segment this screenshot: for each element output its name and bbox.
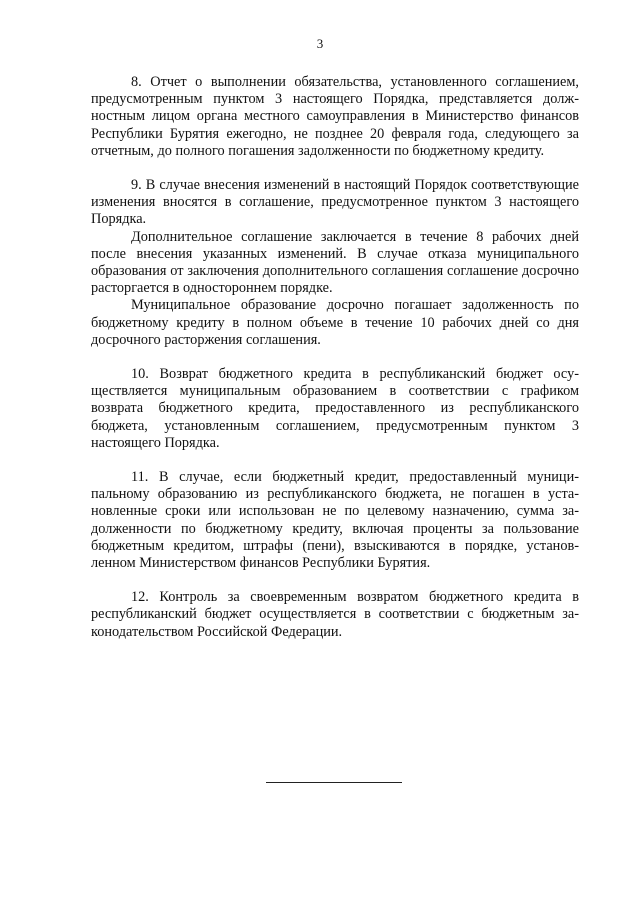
paragraph-10: 10. Возврат бюджетного кредита в республиканский бюджет осуществляется муниципальным образованием в соответствии с графиком возврата бюджетного кредита, предоставленного из республиканского бюджета, установленным соглашением, предусмотренным пунктом 3 настоящего Порядка. <box>91 366 579 451</box>
paragraph-9-early-repayment: Муниципальное образование досрочно погашает задолженность по бюджетному кредиту в полном объеме в течение 10 рабочих дней со дня досрочного расторжения соглашения. <box>91 297 579 348</box>
document-body <box>91 74 579 641</box>
paragraph-9: 9. В случае внесения изменений в настоящий Порядок соответствующие изменения вносятся в соглашение, предусмотренное пунктом 3 настоящего Порядка. <box>91 177 579 228</box>
paragraph-12: 12. Контроль за своевременным возвратом бюджетного кредита в республиканский бюджет осуществляется в соответствии с бюджетным законодательством Российской Федерации. <box>91 589 579 640</box>
paragraph-8: 8. Отчет о выполнении обязательства, установленного соглашением, предусмотренным пунктом 3 настоящего Порядка, представляется должностным лицом органа местного самоуправления в Министерство финансов Республики Бурятия ежегодно, не позднее 20 февраля года, следующего за отчетным, до полного погашения задолженности по бюджетному кредиту. <box>91 74 579 159</box>
closing-separator-line <box>266 782 402 783</box>
paragraph-9-additional-agreement: Дополнительное соглашение заключается в течение 8 рабочих дней после внесения указанных изменений. В случае отказа муниципального образования от заключения дополнительного соглашения соглашение досрочно расторгается в одностороннем порядке. <box>91 228 579 297</box>
page-number: 3 <box>316 36 324 51</box>
paragraph-11: 11. В случае, если бюджетный кредит, предоставленный муниципальному образованию из республиканского бюджета, не погашен в установленные сроки или использован не по целевому назначению, сумма задолженности по бюджетному кредиту, включая проценты за пользование бюджетным кредитом, штрафы (пени), взыскиваются в порядке, установленном Министерством финансов Республики Бурятия. <box>91 469 579 572</box>
